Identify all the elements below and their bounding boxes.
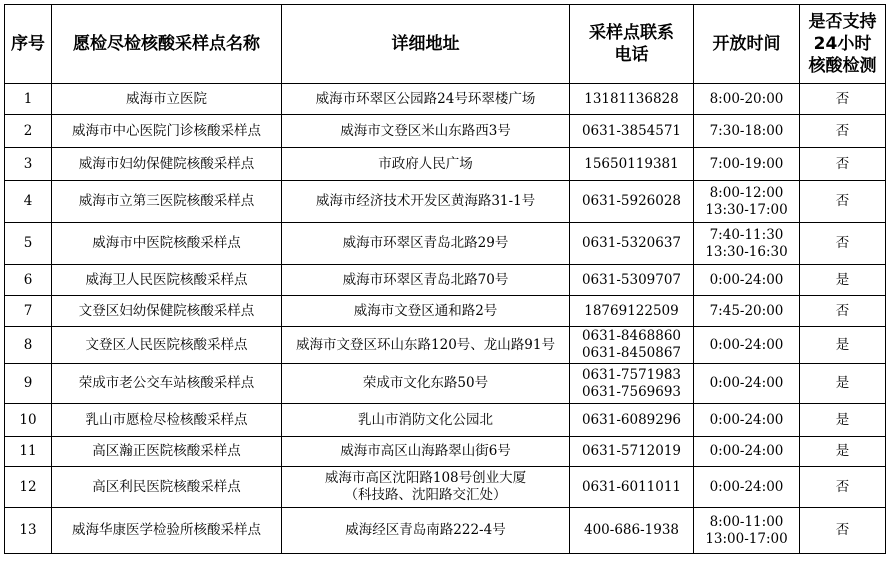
cell-address (282, 296, 570, 327)
header-phone-line: 采样点联系 (589, 23, 674, 43)
sampling-sites-table (4, 4, 886, 554)
cell-hours-line: 0:00-24:00 (709, 411, 784, 428)
cell-address-line: 威海市文登区通和路2号 (353, 302, 498, 319)
cell-address-line: 威海市环翠区青岛北路29号 (342, 235, 509, 251)
cell-24h: 是 (800, 364, 886, 404)
cell-hours-line: 0:00-24:00 (709, 478, 784, 495)
cell-phone (570, 223, 694, 265)
cell-phone (570, 508, 694, 554)
cell-hours (694, 364, 800, 404)
cell-address-line: 威海市环翠区公园路24号环翠楼广场 (315, 90, 536, 107)
cell-phone-line: 0631-5309707 (581, 271, 682, 288)
cell-phone-line: 0631-6011011 (581, 478, 682, 495)
cell-hours (694, 508, 800, 554)
cell-phone-line: 13181136828 (584, 90, 679, 107)
cell-address-line: 威海市高区山海路翠山街6号 (340, 443, 511, 459)
cell-phone-line: 0631-5320637 (581, 235, 682, 251)
cell-address (282, 181, 570, 223)
table-row (5, 364, 886, 404)
cell-address (282, 404, 570, 437)
cell-24h: 否 (800, 223, 886, 265)
cell-phone-line: 0631-7571983 (581, 366, 682, 383)
cell-name: 文登区妇幼保健院核酸采样点 (52, 296, 282, 327)
cell-seq: 6 (5, 265, 52, 296)
cell-hours-line: 8:00-20:00 (709, 90, 784, 107)
cell-phone-line: 15650119381 (584, 155, 679, 172)
cell-name: 威海市立第三医院核酸采样点 (52, 181, 282, 223)
cell-address (282, 265, 570, 296)
cell-name: 高区瀚正医院核酸采样点 (52, 437, 282, 467)
cell-phone-line: 0631-7569693 (581, 383, 682, 400)
cell-address-line: 市政府人民广场 (378, 155, 473, 172)
cell-phone-line: 0631-8468860 (581, 328, 682, 344)
header-24h-line: 核酸检测 (808, 56, 877, 76)
table-row (5, 148, 886, 181)
cell-24h: 否 (800, 148, 886, 181)
cell-address-line: 威海市经济技术开发区黄海路31-1号 (315, 193, 536, 209)
cell-hours (694, 404, 800, 437)
table-row (5, 181, 886, 223)
cell-phone-line: 400-686-1938 (583, 522, 679, 538)
cell-phone-line: 0631-8450867 (581, 345, 682, 361)
table-row (5, 115, 886, 148)
cell-phone (570, 84, 694, 115)
cell-hours (694, 327, 800, 364)
cell-seq: 9 (5, 364, 52, 404)
cell-address-line: 威海市文登区环山东路120号、龙山路91号 (296, 336, 555, 353)
cell-address-line: 威海市环翠区青岛北路70号 (342, 271, 509, 288)
table-row (5, 508, 886, 554)
cell-seq: 2 (5, 115, 52, 148)
table-row (5, 327, 886, 364)
table-row (5, 84, 886, 115)
table-row (5, 404, 886, 437)
cell-name: 高区利民医院核酸采样点 (52, 467, 282, 508)
cell-address-line: 威海市高区沈阳路108号创业大厦 (324, 470, 527, 486)
cell-hours-line: 7:30-18:00 (709, 122, 784, 139)
cell-hours (694, 181, 800, 223)
cell-address-line: 荣成市文化东路50号 (362, 375, 489, 391)
cell-seq: 12 (5, 467, 52, 508)
header-phone-line: 电话 (614, 45, 649, 65)
cell-name: 威海市中医院核酸采样点 (52, 223, 282, 265)
cell-name: 文登区人民医院核酸采样点 (52, 327, 282, 364)
cell-name: 威海卫人民医院核酸采样点 (52, 265, 282, 296)
cell-hours-line: 7:45-20:00 (709, 302, 784, 319)
cell-hours (694, 296, 800, 327)
cell-hours-line: 8:00-12:00 (709, 184, 784, 201)
cell-hours-line: 13:30-16:30 (705, 243, 788, 260)
cell-24h: 否 (800, 181, 886, 223)
cell-name: 乳山市愿检尽检核酸采样点 (52, 404, 282, 437)
cell-seq: 7 (5, 296, 52, 327)
cell-seq: 13 (5, 508, 52, 554)
cell-address-line: 威海经区青岛南路222-4号 (345, 522, 506, 538)
cell-phone (570, 467, 694, 508)
cell-hours (694, 223, 800, 265)
cell-hours (694, 265, 800, 296)
cell-address (282, 223, 570, 265)
cell-phone (570, 364, 694, 404)
cell-hours-line: 0:00-24:00 (709, 443, 784, 459)
cell-seq: 3 (5, 148, 52, 181)
cell-24h: 否 (800, 296, 886, 327)
table-body (5, 84, 886, 554)
cell-seq: 8 (5, 327, 52, 364)
cell-address (282, 148, 570, 181)
cell-24h: 否 (800, 467, 886, 508)
cell-address (282, 364, 570, 404)
cell-hours-line: 8:00-11:00 (709, 513, 784, 530)
cell-phone (570, 296, 694, 327)
cell-address (282, 467, 570, 508)
cell-hours (694, 148, 800, 181)
cell-phone (570, 327, 694, 364)
cell-hours (694, 437, 800, 467)
cell-address-line: （科技路、沈阳路交汇处） (344, 487, 507, 503)
cell-seq: 5 (5, 223, 52, 265)
cell-hours (694, 467, 800, 508)
cell-hours-line: 13:30-17:00 (705, 201, 788, 218)
header-24h-line: 是否支持 (808, 12, 877, 32)
table-row (5, 296, 886, 327)
cell-seq: 4 (5, 181, 52, 223)
cell-24h: 否 (800, 84, 886, 115)
cell-name: 荣成市老公交车站核酸采样点 (52, 364, 282, 404)
cell-phone (570, 404, 694, 437)
cell-address (282, 437, 570, 467)
cell-hours-line: 7:00-19:00 (709, 155, 784, 172)
cell-address (282, 115, 570, 148)
header-address: 详细地址 (282, 5, 570, 84)
cell-24h: 是 (800, 327, 886, 364)
cell-hours (694, 115, 800, 148)
cell-24h: 是 (800, 404, 886, 437)
cell-phone-line: 18769122509 (584, 302, 679, 319)
table-row (5, 467, 886, 508)
header-24h-line: 24小时 (813, 34, 872, 54)
cell-hours-line: 0:00-24:00 (709, 271, 784, 288)
header-name: 愿检尽检核酸采样点名称 (52, 5, 282, 84)
cell-24h: 是 (800, 437, 886, 467)
cell-24h: 否 (800, 508, 886, 554)
cell-seq: 10 (5, 404, 52, 437)
cell-phone (570, 148, 694, 181)
cell-phone-line: 0631-5926028 (581, 193, 682, 209)
cell-name: 威海市立医院 (52, 84, 282, 115)
header-row (5, 5, 886, 84)
cell-address (282, 327, 570, 364)
cell-phone-line: 0631-5712019 (581, 443, 682, 459)
cell-address (282, 508, 570, 554)
cell-hours-line: 7:40-11:30 (709, 226, 784, 243)
table-row (5, 223, 886, 265)
cell-phone (570, 181, 694, 223)
cell-phone-line: 0631-3854571 (581, 122, 682, 139)
cell-name: 威海市妇幼保健院核酸采样点 (52, 148, 282, 181)
cell-phone (570, 115, 694, 148)
cell-address-line: 乳山市消防文化公园北 (358, 411, 493, 428)
cell-24h: 是 (800, 265, 886, 296)
header-seq: 序号 (5, 5, 52, 84)
cell-seq: 1 (5, 84, 52, 115)
cell-phone (570, 265, 694, 296)
cell-hours-line: 0:00-24:00 (709, 336, 784, 353)
cell-24h: 否 (800, 115, 886, 148)
cell-phone-line: 0631-6089296 (581, 411, 682, 428)
cell-address-line: 威海市文登区米山东路西3号 (340, 122, 511, 139)
cell-hours-line: 13:00-17:00 (705, 530, 788, 547)
header-hours: 开放时间 (694, 5, 800, 84)
cell-name: 威海市中心医院门诊核酸采样点 (52, 115, 282, 148)
cell-hours-line: 0:00-24:00 (709, 375, 784, 391)
cell-hours (694, 84, 800, 115)
cell-address (282, 84, 570, 115)
header-phone (570, 5, 694, 84)
table-row (5, 265, 886, 296)
cell-seq: 11 (5, 437, 52, 467)
table-row (5, 437, 886, 467)
header-24h (800, 5, 886, 84)
cell-phone (570, 437, 694, 467)
cell-name: 威海华康医学检验所核酸采样点 (52, 508, 282, 554)
